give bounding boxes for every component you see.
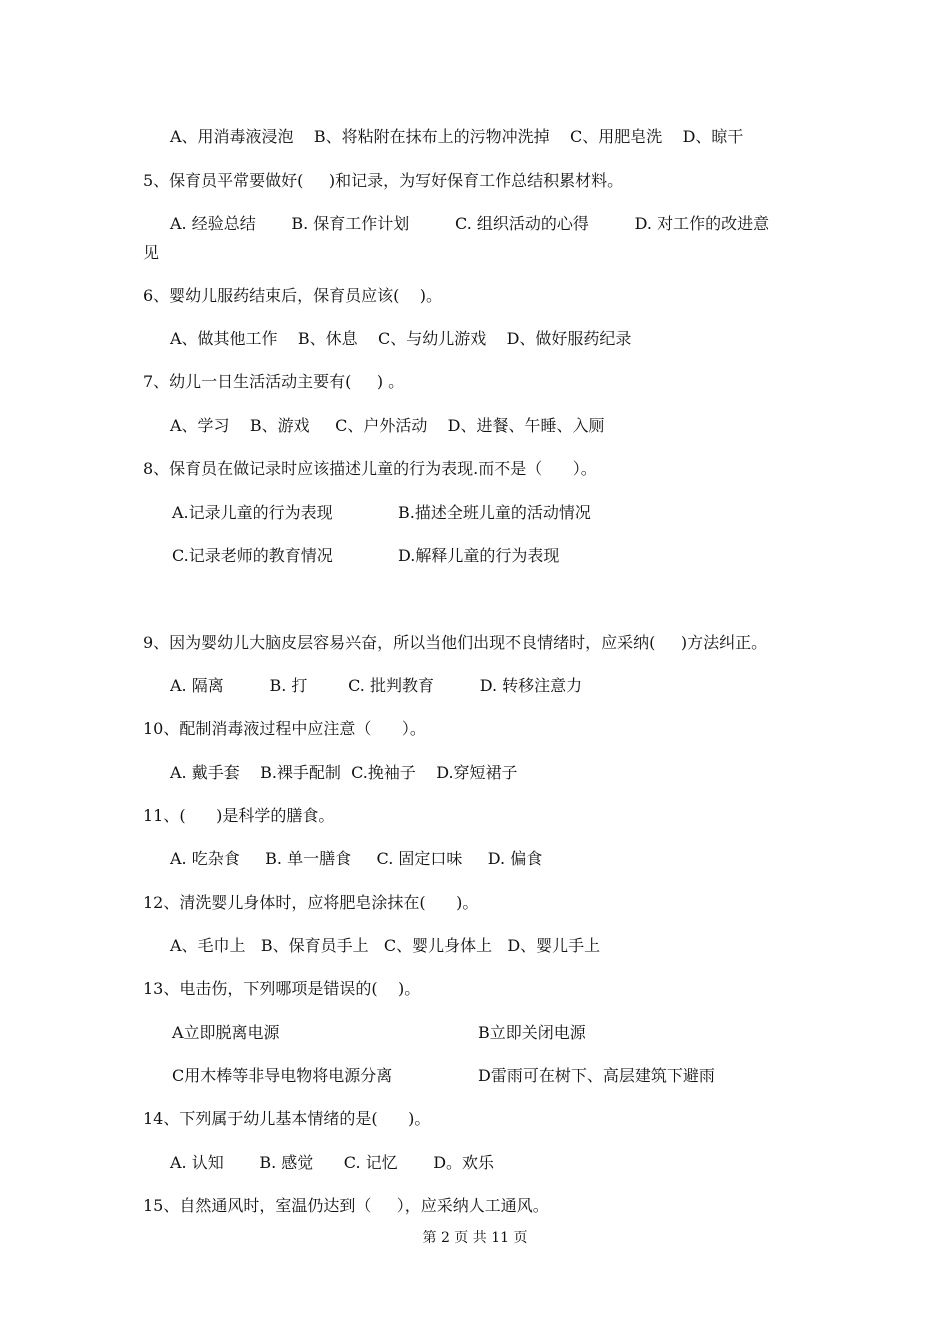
question-10: 10、配制消毒液过程中应注意（ ）。 xyxy=(143,719,426,738)
question-11: 11、( )是科学的膳食。 xyxy=(143,806,335,825)
question-14: 14、下列属于幼儿基本情绪的是( )。 xyxy=(143,1109,431,1128)
q10-options: A. 戴手套 B.裸手配制 C.挽袖子 D.穿短裙子 xyxy=(170,763,518,782)
q13-option-a: A立即脱离电源 xyxy=(172,1023,280,1042)
q12-options: A、毛巾上 B、保育员手上 C、婴儿身体上 D、婴儿手上 xyxy=(170,936,601,955)
question-12: 12、清洗婴儿身体时，应将肥皂涂抹在( )。 xyxy=(143,893,479,912)
question-5: 5、保育员平常要做好( )和记录，为写好保育工作总结积累材料。 xyxy=(143,171,624,190)
question-13: 13、电击伤，下列哪项是错误的( )。 xyxy=(143,979,421,998)
question-7: 7、幼儿一日生活活动主要有( ) 。 xyxy=(143,372,405,391)
q13-option-b: B立即关闭电源 xyxy=(478,1023,586,1042)
question-6: 6、婴幼儿服药结束后，保育员应该( )。 xyxy=(143,286,443,305)
page-footer: 第 2 页 共 11 页 xyxy=(422,1230,528,1246)
q7-options: A、学习 B、游戏 C、户外活动 D、进餐、午睡、入厕 xyxy=(170,416,605,435)
q5-options: A. 经验总结 B. 保育工作计划 C. 组织活动的心得 D. 对工作的改进意 xyxy=(170,214,770,233)
question-8: 8、保育员在做记录时应该描述儿童的行为表现.而不是（ ）。 xyxy=(143,459,597,478)
q8-option-a: A.记录儿童的行为表现 xyxy=(172,503,333,522)
q13-option-d: D雷雨可在树下、高层建筑下避雨 xyxy=(478,1066,715,1085)
q9-options: A. 隔离 B. 打 C. 批判教育 D. 转移注意力 xyxy=(170,676,583,695)
question-15: 15、自然通风时，室温仍达到（ ），应采纳人工通风。 xyxy=(143,1196,549,1215)
question-9: 9、因为婴幼儿大脑皮层容易兴奋，所以当他们出现不良情绪时，应采纳( )方法纠正。 xyxy=(143,633,768,652)
q6-options: A、做其他工作 B、休息 C、与幼儿游戏 D、做好服药纪录 xyxy=(170,329,632,348)
q11-options: A. 吃杂食 B. 单一膳食 C. 固定口味 D. 偏食 xyxy=(170,849,543,868)
q8-option-b: B.描述全班儿童的活动情况 xyxy=(398,503,591,522)
q13-option-c: C用木棒等非导电物将电源分离 xyxy=(172,1066,393,1085)
q5-options-wrap: 见 xyxy=(143,243,160,262)
q8-option-d: D.解释儿童的行为表现 xyxy=(398,546,560,565)
q4-options: A、用消毒液浸泡 B、将粘附在抹布上的污物冲洗掉 C、用肥皂洗 D、晾干 xyxy=(170,127,744,146)
q14-options: A. 认知 B. 感觉 C. 记忆 D。欢乐 xyxy=(170,1153,495,1172)
q8-option-c: C.记录老师的教育情况 xyxy=(172,546,333,565)
